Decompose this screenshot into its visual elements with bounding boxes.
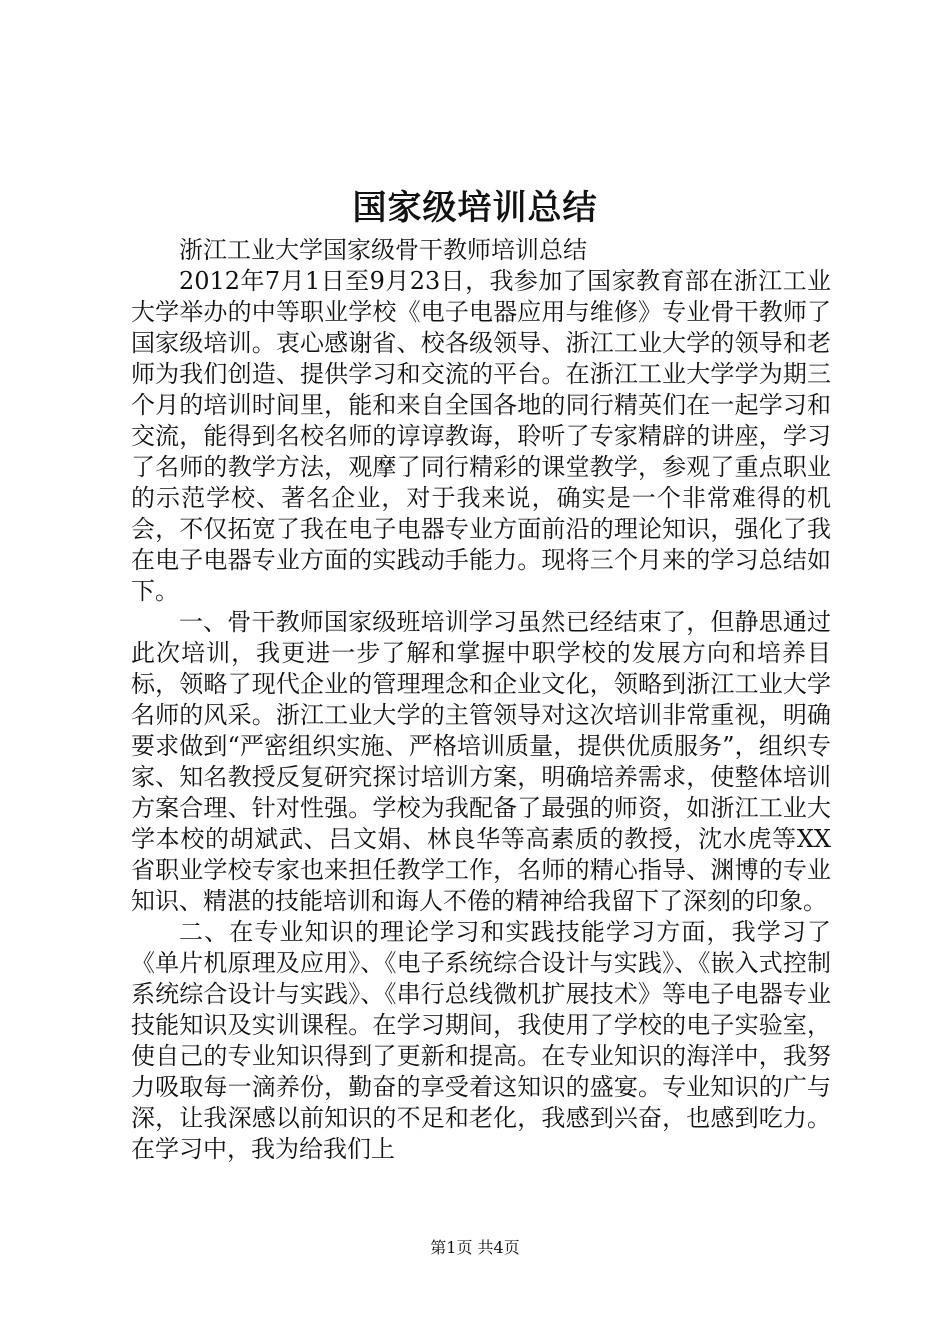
section-one-paragraph: 一、骨干教师国家级班培训学习虽然已经结束了，但静思通过此次培训，我更进一步了解和掌握中职学校的发展方向和培养目标，领略了现代企业的管理理念和企业文化，领略到浙江工业大学名师的风采。浙江工业大学的主管领导对这次培训非常重视，明确要求做到“严密组织实施、严格培训质量，提供优质服务”，组织专家、知名教授反复研究探讨培训方案，明确培养需求，使整体培训方案合理、针对性强。学校为我配备了最强的师资，如浙江工业大学本校的胡斌武、吕文娟、林良华等高素质的教授，沈水虎等XX省职业学校专家也来担任教学工作，名师的精心指导、渊博的专业知识、精湛的技能培训和诲人不倦的精神给我留下了深刻的印象。 [131,608,831,915]
document-title: 国家级培训总结 [352,188,598,228]
page-number-footer: 第1页 共4页 [430,1238,520,1257]
intro-paragraph: 2012年7月1日至9月23日，我参加了国家教育部在浙江工业大学举办的中等职业学校《电子电器应用与维修》专业骨干教师了国家级培训。衷心感谢省、校各级领导、浙江工业大学的领导和老师为我们创造、提供学习和交流的平台。在浙江工业大学学为期三个月的培训时间里，能和来自全国各地的同行精英们在一起学习和交流，能得到名校名师的谆谆教诲，聆听了专家精辟的讲座，学习了名师的教学方法，观摩了同行精彩的课堂教学，参观了重点职业的示范学校、著名企业，对于我来说，确实是一个非常难得的机会，不仅拓宽了我在电子电器专业方面前沿的理论知识，强化了我在电子电器专业方面的实践动手能力。现将三个月来的学习总结如下。 [131,267,831,605]
document-body [131,235,831,1165]
subtitle-paragraph: 浙江工业大学国家级骨干教师培训总结 [179,236,587,264]
section-two-paragraph: 二、在专业知识的理论学习和实践技能学习方面，我学习了《单片机原理及应用》、《电子系统综合设计与实践》、《嵌入式控制系统综合设计与实践》、《串行总线微机扩展技术》等电子电器专业技能知识及实训课程。在学习期间，我使用了学校的电子实验室，使自己的专业知识得到了更新和提高。在专业知识的海洋中，我努力吸取每一滴养份，勤奋的享受着这知识的盛宴。专业知识的广与深，让我深感以前知识的不足和老化，我感到兴奋，也感到吃力。在学习中，我为给我们上 [131,918,831,1163]
